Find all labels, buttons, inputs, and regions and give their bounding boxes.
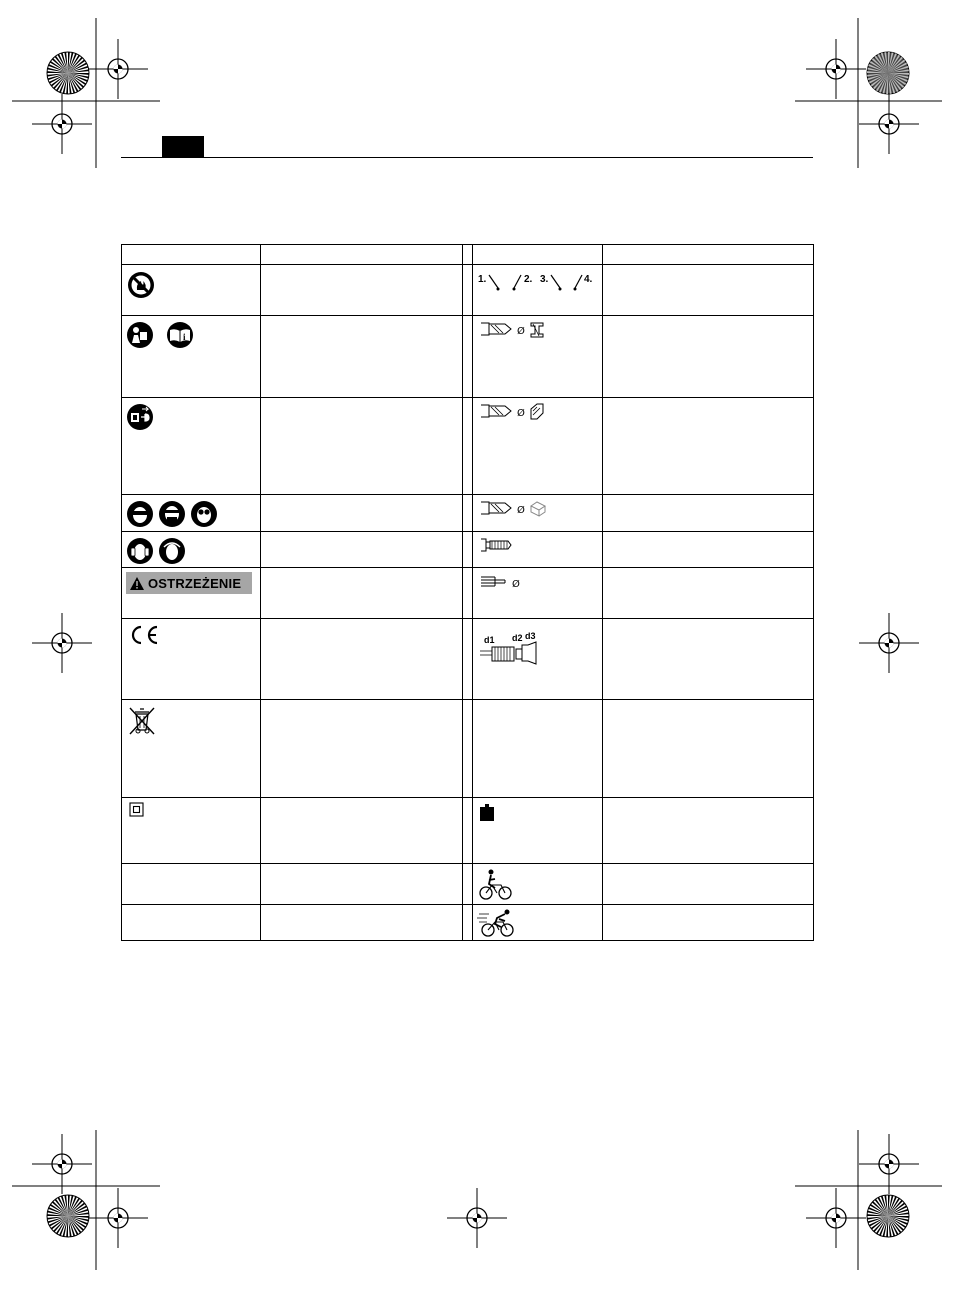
- svg-text:Ø: Ø: [517, 505, 525, 516]
- warning-badge: [126, 572, 252, 594]
- symbols-table: [121, 244, 814, 941]
- table-row: [122, 864, 814, 905]
- unplug-icon: [126, 403, 154, 431]
- table-row: [122, 316, 814, 398]
- drill-steel-icon: [479, 319, 559, 341]
- svg-text:3.: 3.: [540, 274, 549, 285]
- table-row: [122, 905, 814, 941]
- svg-text:2.: 2.: [524, 274, 533, 285]
- svg-text:4.: 4.: [584, 274, 593, 285]
- screw-icon: [479, 537, 539, 555]
- registration-star-icon: [867, 1195, 909, 1237]
- high-speed-icon: [477, 908, 517, 938]
- table-row: [122, 568, 814, 619]
- no-fire-icon: [127, 271, 155, 299]
- table-row: [122, 798, 814, 864]
- svg-text:d3: d3: [525, 631, 536, 641]
- svg-text:i: i: [183, 332, 186, 342]
- protective-gear-icon: [126, 500, 218, 528]
- table-row: [122, 619, 814, 700]
- svg-text:d1: d1: [484, 635, 495, 645]
- no-trash-bin-icon: [127, 706, 157, 736]
- ear-protection-icon: [126, 537, 186, 565]
- bit-sequence-icon: [478, 271, 596, 295]
- weight-icon: [479, 803, 499, 823]
- table-row: [122, 495, 814, 532]
- chuck-dimensions-icon: [477, 631, 557, 667]
- double-insulation-icon: [129, 802, 145, 818]
- drill-aluminium-icon: [479, 401, 559, 423]
- table-row: [122, 532, 814, 568]
- registration-star-icon: [47, 1195, 89, 1237]
- low-speed-icon: [479, 868, 515, 902]
- svg-text:Ø: Ø: [512, 579, 520, 590]
- ce-mark-icon: [127, 624, 161, 646]
- diameter-icon: [479, 573, 539, 591]
- svg-text:Ø: Ø: [517, 408, 525, 419]
- svg-text:1.: 1.: [478, 274, 487, 285]
- read-manual-icon: [126, 321, 196, 349]
- warning-triangle-icon: [130, 577, 144, 590]
- table-row: [122, 398, 814, 495]
- svg-text:d2: d2: [512, 633, 523, 643]
- language-tab: [162, 136, 204, 158]
- table-row: [122, 700, 814, 798]
- registration-star-icon: [867, 52, 909, 94]
- table-row: [122, 265, 814, 316]
- warning-label: OSTRZEŻENIE: [148, 575, 242, 591]
- svg-text:Ø: Ø: [517, 326, 525, 337]
- drill-wood-icon: [479, 498, 559, 520]
- table-header-row: [122, 245, 814, 265]
- registration-star-icon: [47, 52, 89, 94]
- header-rule: [121, 157, 813, 158]
